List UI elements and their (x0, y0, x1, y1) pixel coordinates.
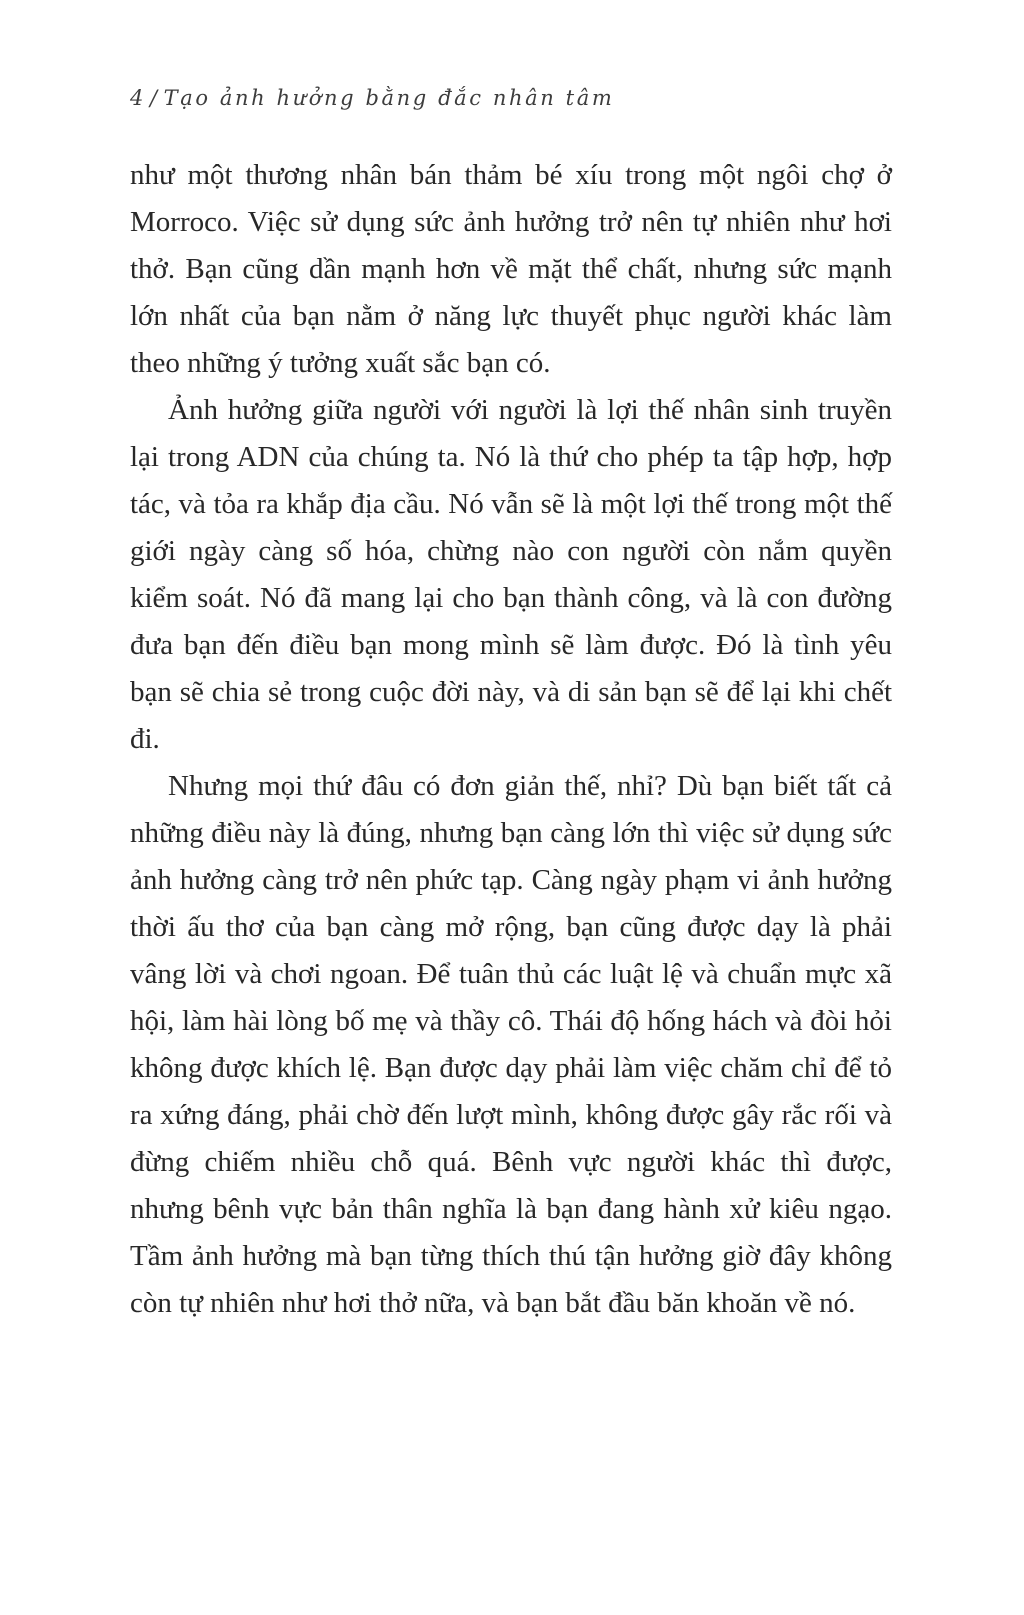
page-number: 4 (130, 86, 146, 110)
running-header (130, 86, 892, 110)
page-body (130, 152, 892, 1327)
paragraph: Ảnh hưởng giữa người với người là lợi thế nhân sinh truyền lại trong ADN của chúng ta. Nó là thứ cho phép ta tập hợp, hợp tác, và tỏa ra khắp địa cầu. Nó vẫn sẽ là một lợi thế trong một thế giới ngày càng số hóa, chừng nào con người còn nắm quyền kiểm soát. Nó đã mang lại cho bạn thành công, và là con đường đưa bạn đến điều bạn mong mình sẽ làm được. Đó là tình yêu bạn sẽ chia sẻ trong cuộc đời này, và di sản bạn sẽ để lại khi chết đi. (130, 394, 892, 755)
header-separator: / (149, 86, 160, 110)
paragraph: Nhưng mọi thứ đâu có đơn giản thế, nhỉ? Dù bạn biết tất cả những điều này là đúng, nhưng bạn càng lớn thì việc sử dụng sức ảnh hưởng càng trở nên phức tạp. Càng ngày phạm vi ảnh hưởng thời ấu thơ của bạn càng mở rộng, bạn cũng được dạy là phải vâng lời và chơi ngoan. Để tuân thủ các luật lệ và chuẩn mực xã hội, làm hài lòng bố mẹ và thầy cô. Thái độ hống hách và đòi hỏi không được khích lệ. Bạn được dạy phải làm việc chăm chỉ để tỏ ra xứng đáng, phải chờ đến lượt mình, không được gây rắc rối và đừng chiếm nhiều chỗ quá. Bênh vực người khác thì được, nhưng bênh vực bản thân nghĩa là bạn đang hành xử kiêu ngạo. Tầm ảnh hưởng mà bạn từng thích thú tận hưởng giờ đây không còn tự nhiên như hơi thở nữa, và bạn bắt đầu băn khoăn về nó. (130, 770, 892, 1319)
paragraph: như một thương nhân bán thảm bé xíu trong một ngôi chợ ở Morroco. Việc sử dụng sức ảnh hưởng trở nên tự nhiên như hơi thở. Bạn cũng dần mạnh hơn về mặt thể chất, nhưng sức mạnh lớn nhất của bạn nằm ở năng lực thuyết phục người khác làm theo những ý tưởng xuất sắc bạn có. (130, 159, 892, 379)
book-title: Tạo ảnh hưởng bằng đắc nhân tâm (163, 86, 615, 110)
